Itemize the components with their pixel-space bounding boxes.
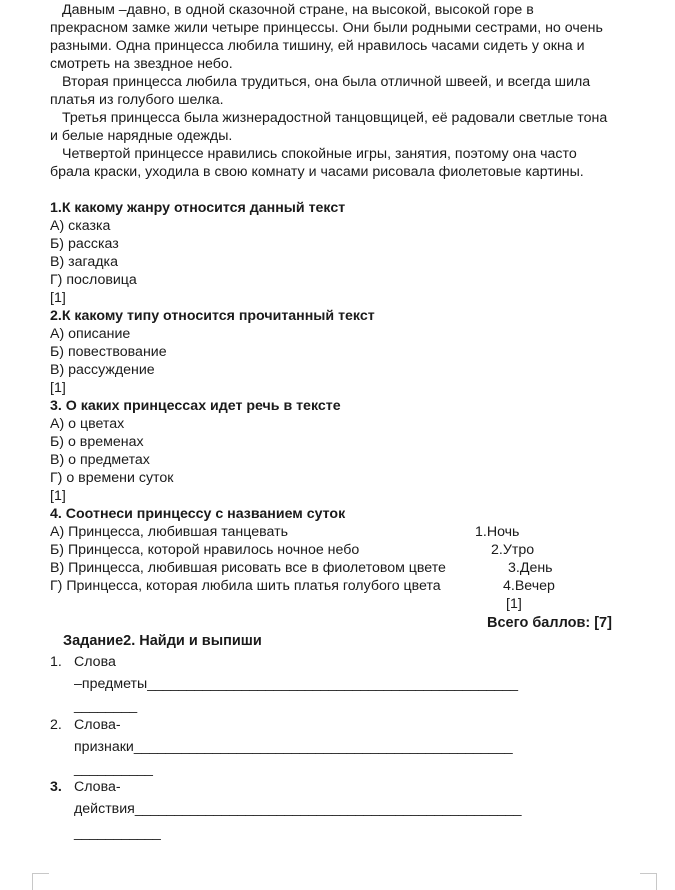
task2-item-answer-line-continued[interactable]: ________ [74, 698, 138, 714]
question-1-option: Б) рассказ [50, 236, 119, 252]
task2-item-answer-line[interactable]: действия_________________________________________________ [74, 801, 522, 817]
task2-item-answer-line-continued[interactable]: __________ [74, 761, 153, 777]
match-right: 4.Вечер [503, 578, 555, 594]
task2-title: Задание2. Найди и выпиши [63, 633, 262, 649]
match-row [50, 523, 665, 541]
task2-item-number: 2. [50, 717, 62, 733]
question-2-score: [1] [50, 380, 66, 396]
task2-item-answer-line[interactable]: –предметы_______________________________________________ [74, 676, 519, 692]
task2-item-answer-line[interactable]: признаки________________________________________________ [74, 739, 513, 755]
question-3-title: 3. О каких принцессах идет речь в тексте [50, 398, 341, 414]
task2-item-label: Слова- [74, 717, 121, 733]
task2-item-number: 1. [50, 654, 62, 670]
story-line: Вторая принцесса любила трудиться, она была отличной швеей, и всегда шила [62, 74, 591, 90]
question-2-option: Б) повествование [50, 344, 167, 360]
page-corner-mark-left [32, 873, 49, 890]
story-line: Третья принцесса была жизнерадостной танцовщицей, её радовали светлые тона [62, 110, 608, 126]
story-line: брала краски, уходила в свою комнату и часами рисовала фиолетовые картины. [50, 164, 584, 180]
question-3-option: Г) о времени суток [50, 470, 174, 486]
task2-item-number: 3. [50, 779, 62, 795]
match-row [50, 541, 665, 559]
question-4-title: 4. Соотнеси принцессу с названием суток [50, 506, 346, 522]
question-1-option: Г) пословица [50, 272, 137, 288]
question-3-score: [1] [50, 488, 66, 504]
questions-section [50, 199, 665, 613]
question-1-score: [1] [50, 290, 66, 306]
match-left: В) Принцесса, любившая рисовать все в фиолетовом цвете [50, 560, 446, 576]
story-line: Четвертой принцессе нравились спокойные игры, занятия, поэтому она часто [62, 146, 577, 162]
story-line: и белые нарядные одежды. [50, 128, 233, 144]
match-left: А) Принцесса, любившая танцевать [50, 524, 288, 540]
question-3-option: А) о цветах [50, 416, 125, 432]
question-3-option: В) о предметах [50, 452, 150, 468]
question-4-score-row [50, 595, 665, 613]
match-right: 2.Утро [491, 542, 535, 558]
story-text [50, 1, 660, 181]
question-1-option: А) сказка [50, 218, 111, 234]
question-2-title: 2.К какому типу относится прочитанный текст [50, 308, 375, 324]
page-corner-mark-right [640, 873, 657, 890]
match-row [50, 559, 665, 577]
match-left: Б) Принцесса, которой нравилось ночное небо [50, 542, 360, 558]
question-3-option: Б) о временах [50, 434, 144, 450]
task2-item-label: Слова [74, 654, 116, 670]
match-row [50, 577, 665, 595]
story-line: прекрасном замке жили четыре принцессы. Они были родными сестрами, но очень [50, 20, 603, 36]
question-4-score: [1] [506, 596, 522, 612]
question-2-option: В) рассуждение [50, 362, 155, 378]
question-1-option: В) загадка [50, 254, 118, 270]
task2-item-answer-line-continued[interactable]: ___________ [74, 825, 161, 841]
total-score: Всего баллов: [7] [487, 615, 612, 631]
match-left: Г) Принцесса, которая любила шить платья голубого цвета [50, 578, 441, 594]
story-line: Давным –давно, в одной сказочной стране, на высокой, высокой горе в [62, 2, 534, 18]
match-right: 3.День [508, 560, 553, 576]
match-right: 1.Ночь [475, 524, 520, 540]
story-line: платья из голубого шелка. [50, 92, 224, 108]
question-1-title: 1.К какому жанру относится данный текст [50, 200, 346, 216]
task2-item-label: Слова- [74, 779, 121, 795]
story-line: смотреть на звездное небо. [50, 56, 233, 72]
story-line: разными. Одна принцесса любила тишину, ей нравилось часами сидеть у окна и [50, 38, 585, 54]
question-2-option: А) описание [50, 326, 131, 342]
